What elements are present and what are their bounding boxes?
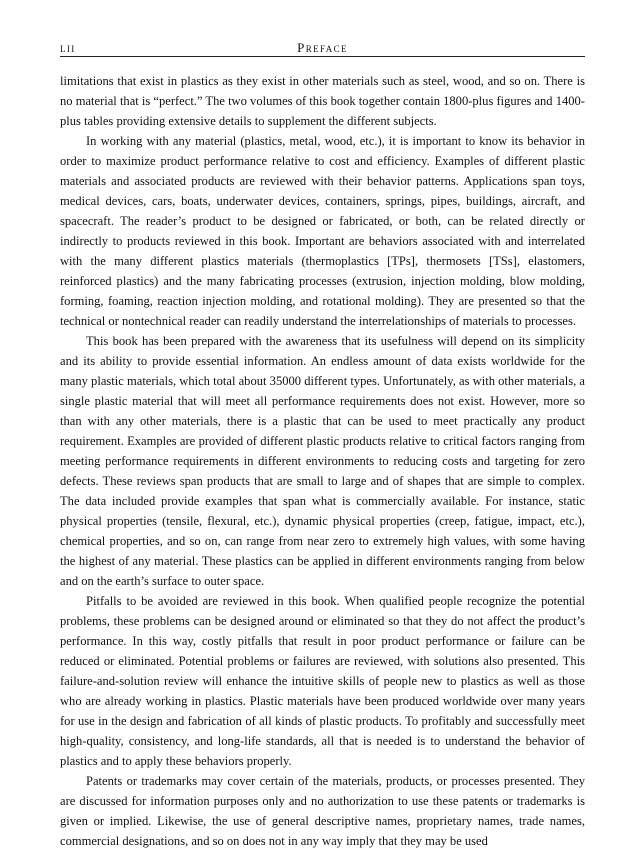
body-text (60, 71, 585, 851)
book-page (60, 40, 585, 851)
page-header (60, 40, 585, 57)
paragraph: This book has been prepared with the awareness that its usefulness will depend on its simplicity and its ability to provide essential information. An endless amount of data exists worldwide for the many plastic materials, which total about 35000 different types. Unfortunately, as with other materials, a single plastic material that will meet all performance requirements does not exist. However, more so than with any other materials, there is a plastic that can be used to meet practically any product requirement. Examples are provided of different plastic products relative to critical factors ranging from meeting performance requirements in different environments to reducing costs and targeting for zero defects. These reviews span products that are small to large and of shapes that are simple to complex. The data included provide examples that span what is commercially available. For instance, static physical properties (tensile, flexural, etc.), dynamic physical properties (creep, fatigue, impact, etc.), chemical properties, and so on, can range from near zero to extremely high values, with some having the highest of any material. These plastics can be applied in different environments ranging from below and on the earth’s surface to outer space. (60, 334, 585, 588)
paragraph: Patents or trademarks may cover certain of the materials, products, or processes presented. They are discussed for information purposes only and no authorization to use these patents or trademarks is given or implied. Likewise, the use of general descriptive names, proprietary names, trade names, commercial designations, and so on does not in any way imply that they may be used (60, 774, 585, 848)
running-head: Preface (297, 40, 348, 55)
paragraph: In working with any material (plastics, metal, wood, etc.), it is important to know its behavior in order to maximize product performance relative to cost and efficiency. Examples of different plastic materials and associated products are reviewed with their behavior patterns. Applications span toys, medical devices, cars, boats, underwater devices, containers, springs, pipes, buildings, aircraft, and spacecraft. The reader’s product to be designed or fabricated, or both, can be related directly or indirectly to products reviewed in this book. Important are behaviors associated with and interrelated with the many different plastics materials (thermoplastics [TPs], thermosets [TSs], elastomers, reinforced plastics) and the many fabricating processes (extrusion, injection molding, blow molding, forming, foaming, reaction injection molding, and rotational molding). They are presented so that the technical or nontechnical reader can readily understand the interrelationships of materials to processes. (60, 134, 585, 328)
page-number: lii (60, 40, 76, 55)
paragraph: Pitfalls to be avoided are reviewed in this book. When qualified people recognize the potential problems, these problems can be designed around or eliminated so that they do not affect the product’s performance. In this way, costly pitfalls that result in poor product performance or failure can be reduced or eliminated. Potential problems or failures are reviewed, with solutions also presented. This failure-and-solution review will enhance the intuitive skills of people new to plastics as well as those who are already working in plastics. Plastic materials have been produced worldwide over many years for use in the design and fabrication of all kinds of plastic products. To profitably and successfully meet high-quality, consistency, and long-life standards, all that is needed is to understand the behavior of plastics and to apply these behaviors properly. (60, 594, 585, 768)
paragraph-continued: limitations that exist in plastics as they exist in other materials such as steel, wood, and so on. There is no material that is “perfect.” The two volumes of this book together contain 1800-plus figures and 1400-plus tables providing extensive details to supplement the different subjects. (60, 74, 585, 128)
